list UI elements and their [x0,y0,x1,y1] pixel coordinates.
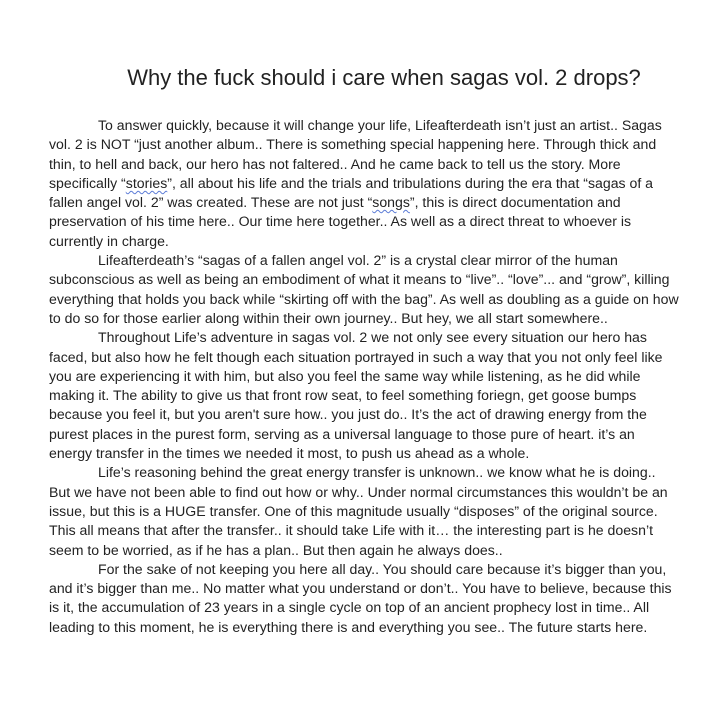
paragraph-3: Throughout Life’s adventure in sagas vol. 2 we not only see every situation our hero has faced, but also how he felt though each situation portrayed in such a way that you not only feel like you are experiencing it with him, but also you feel the same way while listening, as he did while making it. The ability to give us that front row seat, to feel something foriegn, get goose bumps because you feel it, but you aren't sure how.. you just do.. It’s the act of drawing energy from the purest places in the purest form, serving as a universal language to those pure of heart. it’s an energy transfer in the times we needed it most, to push us ahead as a whole. [49,329,663,462]
document-body [49,116,679,637]
paragraph-4: Life’s reasoning behind the great energy transfer is unknown.. we know what he is doing.. But we have not been able to find out how or why.. Under normal circumstances this wouldn’t be an issue, but this is a HUGE transfer. One of this magnitude usually “disposes” of the original source. This all means that after the transfer.. it should take Life with it… the interesting part is he doesn’t seem to be worried, as if he has a plan.. But then again he always does.. [49,464,668,558]
page-title: Why the fuck should i care when sagas vol. 2 drops? [127,65,641,90]
spellcheck-flagged-word[interactable]: stories [125,174,168,191]
paragraph-1-text-b: ”, all about his life and the trials and tribulations during the era that “sagas of a fallen angel vol. 2” was created. These are not just “ [49,174,654,211]
paragraph-2: Lifeafterdeath’s “sagas of a fallen angel vol. 2” is a crystal clear mirror of the human subconscious as well as being an embodiment of what it means to “live”.. “love”... and “grow”, killing everything that holds you back while “skirting off with the bag”. As well as doubling as a guide on how to do so for those earlier along within their own journey.. But hey, we all start somewhere.. [49,252,679,326]
spellcheck-flagged-word[interactable]: songs [372,194,410,211]
paragraph-5: For the sake of not keeping you here all day.. You should care because it’s bigger than you, and it’s bigger than me.. No matter what you understand or don’t.. You have to believe, because this is it, the accumulation of 23 years in a single cycle on top of an ancient prophecy lost in time.. All leading to this moment, he is everything there is and everything you see.. The future starts here. [49,560,672,635]
paragraph-1-text-a: To answer quickly, because it will change your life, Lifeafterdeath isn’t just an artist.. Sagas vol. 2 is NOT “just another album.. There is something special happening here. Through thick and thin, to hell and back, our hero has not faltered.. And he came back to tell us the story. More specifically “ [49,117,662,191]
paragraph-1-text-c: ”, this is direct documentation and preservation of his time here.. Our time here together.. As well as a direct threat to whoever is currently in charge. [49,194,632,249]
paragraph-1 [49,116,679,251]
